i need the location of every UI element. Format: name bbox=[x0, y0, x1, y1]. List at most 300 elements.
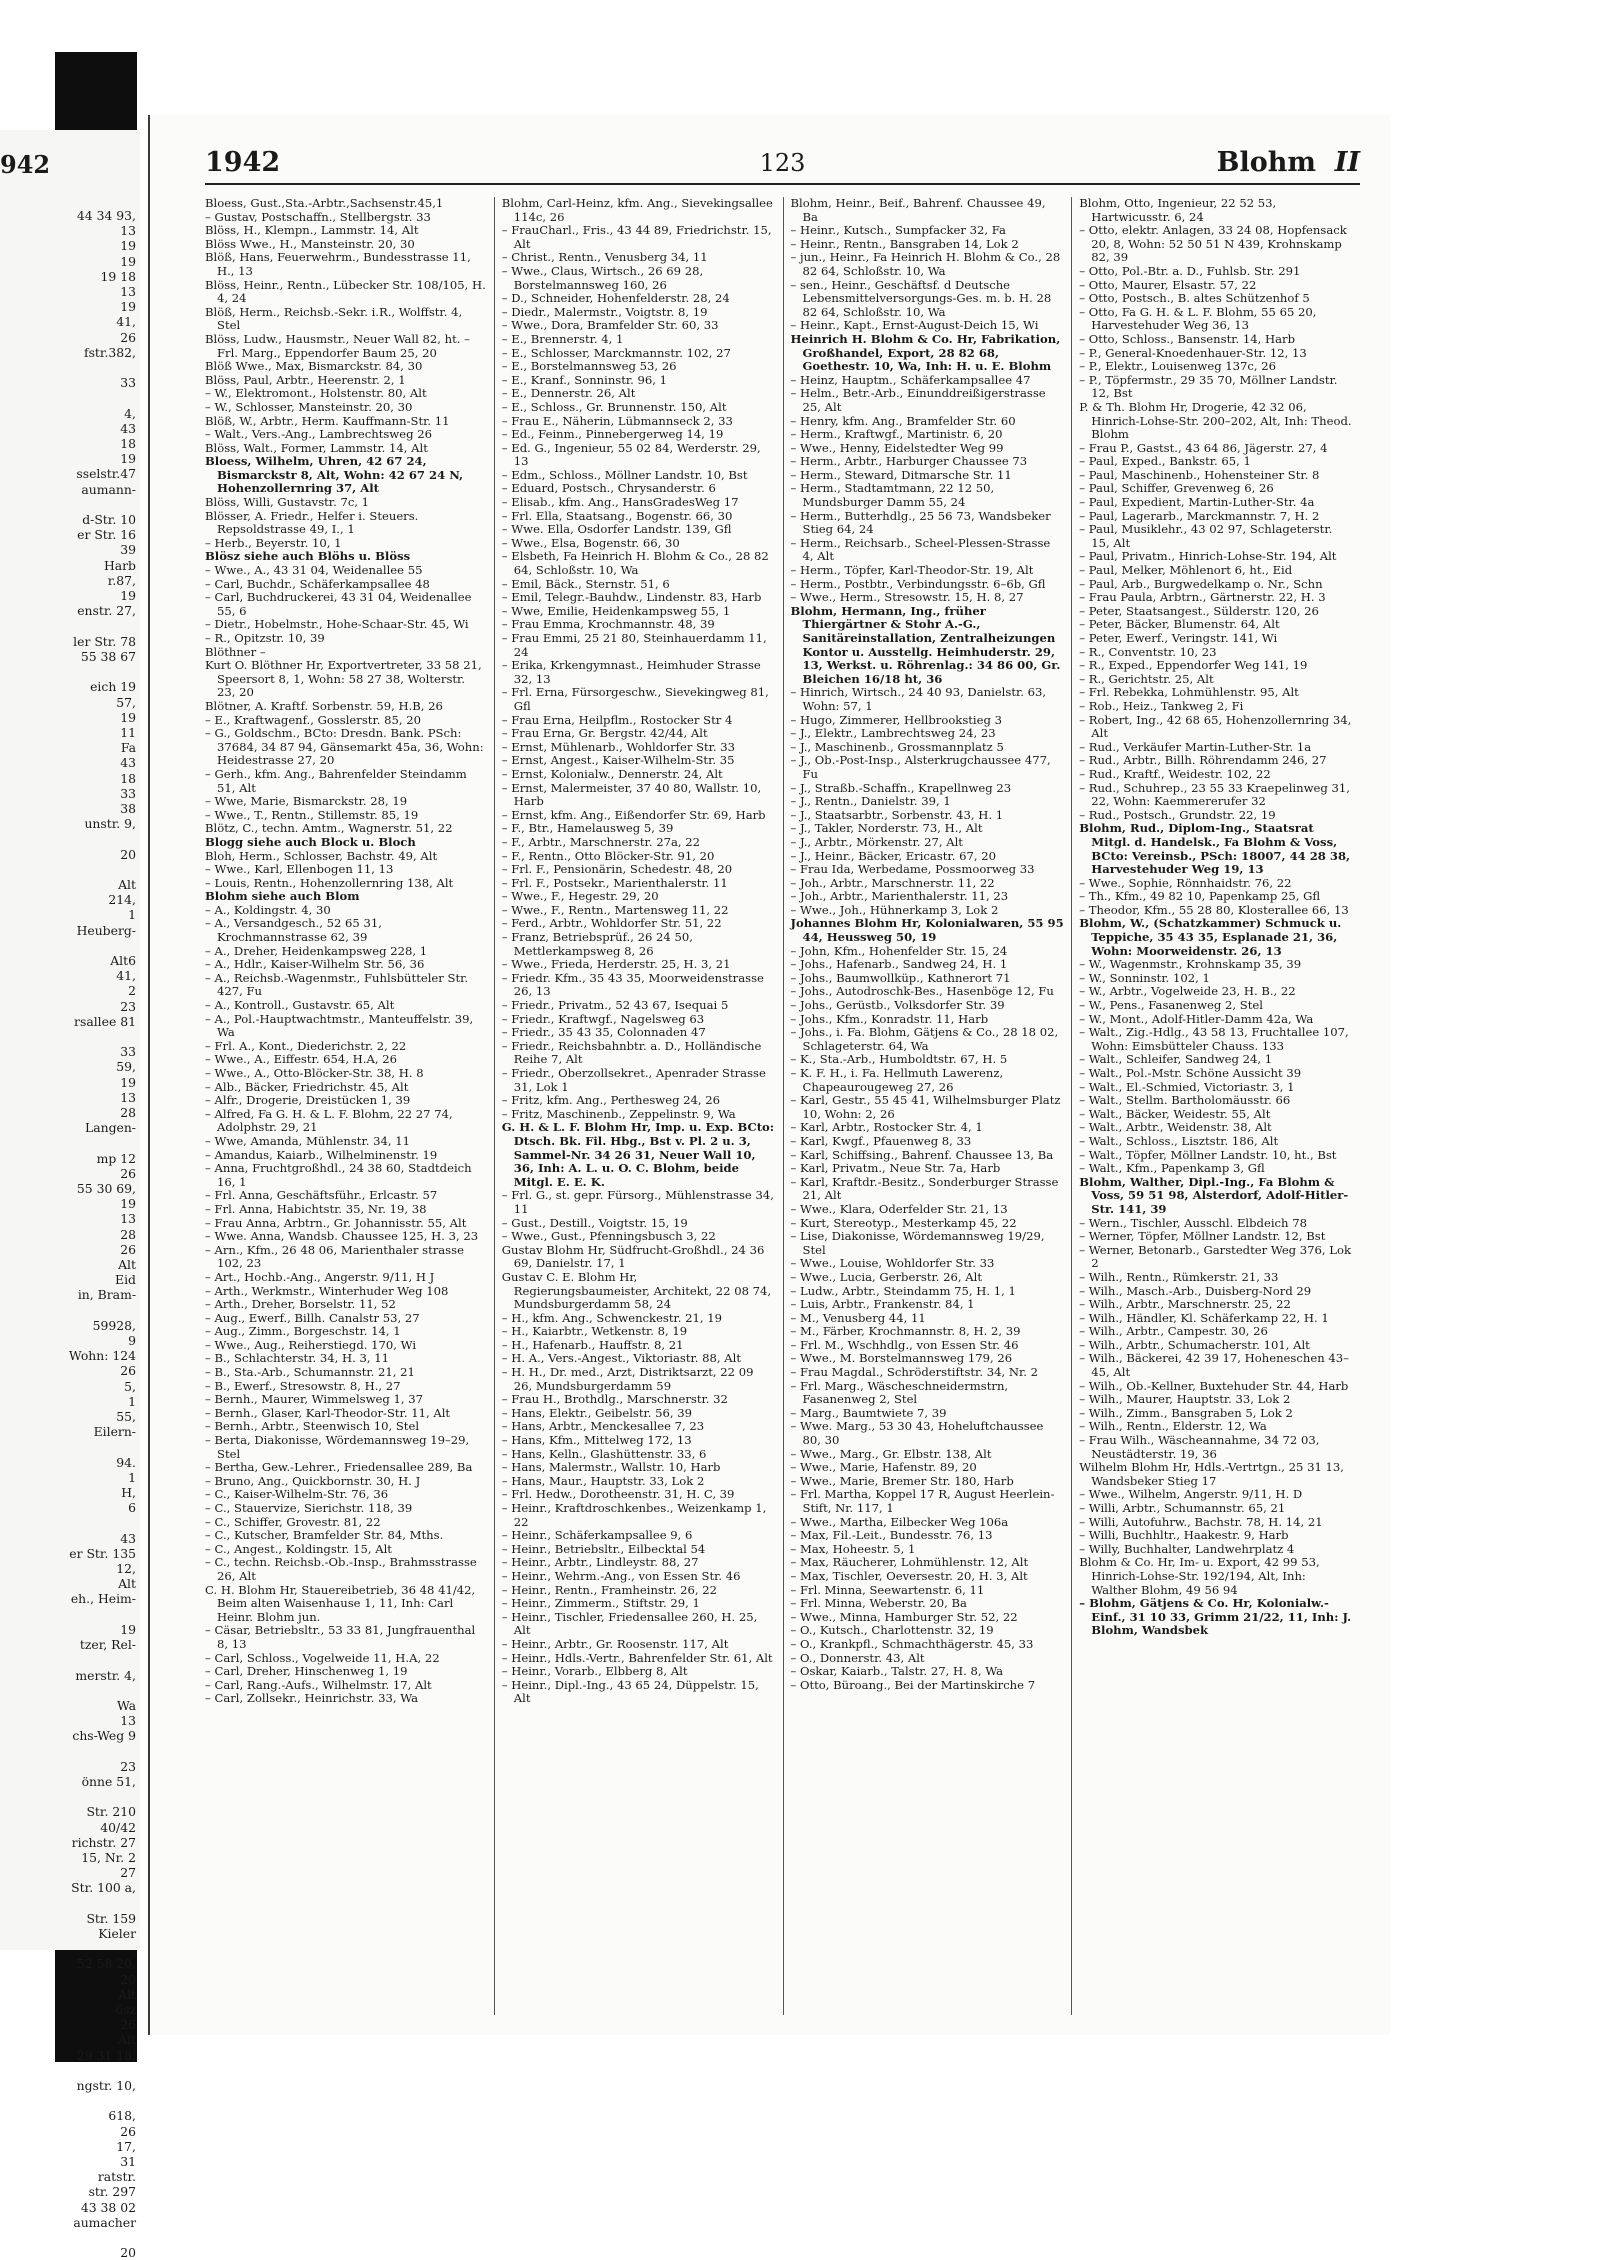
header-name: Blohm bbox=[1216, 147, 1316, 178]
directory-entry: Blohm, Carl-Heinz, kfm. Ang., Sievekingsallee 114c, 26 bbox=[501, 196, 773, 224]
directory-entry: – Christ., Rentn., Venusberg 34, 11 bbox=[501, 250, 708, 265]
directory-entry: Blösz siehe auch Blöhs u. Blöss bbox=[205, 549, 411, 564]
directory-entry: – Theodor, Kfm., 55 28 80, Klosterallee 66, 13 bbox=[1079, 902, 1349, 917]
directory-entry: – Wwe., M. Borstelmannsweg 179, 26 bbox=[790, 1351, 1013, 1366]
directory-entry: – R., Opitzstr. 10, 39 bbox=[205, 631, 325, 645]
directory-entry: – A., Hdlr., Kaiser-Wilhelm Str. 56, 36 bbox=[205, 957, 425, 972]
directory-entry: – H. H., Dr. med., Arzt, Distriktsarzt, 22 09 26, Mundsburgerdamm 59 bbox=[501, 1365, 754, 1393]
directory-entry: – J., Ob.-Post-Insp., Alsterkrugchaussee 477, Fu bbox=[790, 753, 1051, 781]
directory-entry: – Werner, Töpfer, Möllner Landstr. 12, Bst bbox=[1079, 1229, 1326, 1244]
directory-entry: – Hinrich, Wirtsch., 24 40 93, Danielstr. 63, Wohn: 57, 1 bbox=[790, 685, 1047, 713]
directory-entry: – Willi, Autofuhrw., Bachstr. 78, H. 14, 21 bbox=[1079, 1514, 1323, 1529]
directory-entry: – Otto, Fa G. H. & L. F. Blohm, 55 65 20, Harvestehuder Weg 36, 13 bbox=[1079, 304, 1317, 333]
directory-entry: – Heinr., Rentn., Framheinstr. 26, 22 bbox=[501, 1582, 718, 1597]
directory-entry: – Joh., Arbtr., Marienthalerstr. 11, 23 bbox=[790, 889, 1009, 904]
directory-entry: – Heinr., Kraftdroschkenbes., Weizenkamp 1, 22 bbox=[501, 1501, 767, 1529]
directory-entry: – G., Goldschm., BCto: Dresdn. Bank. PSch: 37684, 34 87 94, Gänsemarkt 45a, 36, Wohn: Heidestrasse 27, 20 bbox=[205, 726, 484, 768]
directory-entry: – Wwe., Elsa, Bogenstr. 66, 30 bbox=[501, 535, 680, 550]
directory-entry: – Wilh., Rentn., Elderstr. 12, Wa bbox=[1079, 1419, 1267, 1434]
directory-entry: – Max, Fil.-Leit., Bundesstr. 76, 13 bbox=[790, 1528, 993, 1543]
directory-entry: Blohm, Hermann, Ing., früher Thiergärtner & Stohr A.-G., Sanitäreinstallation, Zentralheizungen Kontor u. Ausstellg. Heimhuderstr. 29, 13, Werkst. u. Röhrenlag.: 34 86 00, Gr. Bleichen 16/18 ht, 36 bbox=[790, 603, 1061, 686]
directory-entry: – Luis, Arbtr., Frankenstr. 84, 1 bbox=[790, 1297, 975, 1312]
directory-entry: – Walt., Arbtr., Weidenstr. 38, Alt bbox=[1079, 1120, 1272, 1135]
directory-entry: – Carl, Dreher, Hinschenweg 1, 19 bbox=[205, 1664, 408, 1679]
directory-entry: – Werner, Betonarb., Garstedter Weg 376, Lok 2 bbox=[1079, 1242, 1351, 1271]
facing-page-year: 942 bbox=[0, 150, 51, 179]
directory-entry: – Arth., Dreher, Borselstr. 11, 52 bbox=[205, 1297, 396, 1312]
directory-entry: – Wwe., Gust., Pfenningsbusch 3, 22 bbox=[501, 1229, 716, 1244]
directory-entry: – Wwe., Claus, Wirtsch., 26 69 28, Borstelmannsweg 160, 26 bbox=[501, 263, 704, 292]
directory-entry: – Herm., Steward, Ditmarsche Str. 11 bbox=[790, 467, 1012, 482]
directory-entry: – Anna, Fruchtgroßhdl., 24 38 60, Stadtdeich 16, 1 bbox=[205, 1161, 472, 1189]
directory-entry: – Herm., Butterhdlg., 25 56 73, Wandsbeker Stieg 64, 24 bbox=[790, 508, 1051, 537]
directory-entry: – Johs., i. Fa. Blohm, Gätjens & Co., 28 18 02, Schlageterstr. 64, Wa bbox=[790, 1025, 1059, 1053]
directory-entry: – Ernst, Malermeister, 37 40 80, Wallstr. 10, Harb bbox=[501, 780, 762, 809]
directory-entry: – Walt., Stellm. Bartholomäusstr. 66 bbox=[1079, 1093, 1291, 1108]
directory-entry: – E., Schlosser, Marckmannstr. 102, 27 bbox=[501, 345, 731, 360]
directory-entry: – Wilh., Ob.-Kellner, Buxtehuder Str. 44, Harb bbox=[1079, 1378, 1349, 1393]
directory-entry: – Friedr., Oberzollsekret., Apenrader Strasse 31, Lok 1 bbox=[501, 1066, 766, 1094]
directory-entry: – Paul, Maschinenb., Hohensteiner Str. 8 bbox=[1079, 467, 1320, 482]
directory-entry: – Frau P., Gastst., 43 64 86, Jägerstr. 27, 4 bbox=[1079, 440, 1328, 455]
directory-entry: – Carl, Zollsekr., Heinrichstr. 33, Wa bbox=[205, 1691, 419, 1706]
directory-entry: – Wwe. Ella, Osdorfer Landstr. 139, Gfl bbox=[501, 522, 732, 537]
directory-entry: G. H. & L. F. Blohm Hr, Imp. u. Exp. BCto: Dtsch. Bk. Fil. Hbg., Bst v. Pl. 2 u. 3, Sammel-Nr. 34 26 31, Neuer Wall 10, 36, Inh: A. L. u. O. C. Blohm, beide Mitgl. E. E. K. bbox=[501, 1120, 775, 1189]
directory-entry: – Hans, Kfm., Mittelweg 172, 13 bbox=[501, 1433, 692, 1448]
directory-entry: – C., Stauervize, Sierichstr. 118, 39 bbox=[205, 1501, 413, 1515]
directory-entry: – Rob., Heiz., Tankweg 2, Fi bbox=[1079, 698, 1244, 713]
directory-entry: – Johs., Kfm., Konradstr. 11, Harb bbox=[790, 1011, 989, 1026]
directory-entry: – Karl, Schiffsing., Bahrenf. Chaussee 13, Ba bbox=[790, 1147, 1054, 1162]
directory-entry: – Frl. F., Postsekr., Marienthalerstr. 11 bbox=[501, 875, 728, 890]
directory-entry: – sen., Heinr., Geschäftsf. d Deutsche Lebensmittelversorgungs-Ges. m. b. H. 28 82 64, Schloßstr. 10, Wa bbox=[790, 277, 1052, 319]
directory-entry: – Frl. Martha, Koppel 17 R, August Heerlein-Stift, Nr. 117, 1 bbox=[790, 1487, 1055, 1515]
directory-entry: – Paul, Expedient, Martin-Luther-Str. 4a bbox=[1079, 495, 1315, 510]
directory-entry: – Frl. Minna, Weberstr. 20, Ba bbox=[790, 1596, 967, 1611]
directory-entry: – Frl. Hedw., Dorotheenstr. 31, H. C, 39 bbox=[501, 1487, 735, 1502]
directory-entry: Blöss, H., Klempn., Lammstr. 14, Alt bbox=[205, 223, 419, 238]
column-3 bbox=[783, 197, 1072, 2015]
column-1 bbox=[205, 197, 494, 2015]
directory-entry: – Wilh., Rentn., Rümkerstr. 21, 33 bbox=[1079, 1269, 1279, 1284]
directory-entry: – A., Kontroll., Gustavstr. 65, Alt bbox=[205, 998, 395, 1013]
directory-entry: Gustav Blohm Hr, Südfrucht-Großhdl., 24 36 69, Danielstr. 17, 1 bbox=[501, 1242, 765, 1271]
directory-entry: – Frau Erna, Heilpflm., Rostocker Str 4 bbox=[501, 712, 733, 727]
directory-entry: – Walt., Bäcker, Weidestr. 55, Alt bbox=[1079, 1106, 1271, 1121]
column-2 bbox=[494, 197, 783, 2015]
directory-entry: – Paul, Privatm., Hinrich-Lohse-Str. 194, Alt bbox=[1079, 549, 1337, 564]
directory-entry: Blöss Wwe., H., Mansteinstr. 20, 30 bbox=[205, 236, 415, 251]
directory-entry: C. H. Blohm Hr, Stauereibetrieb, 36 48 41/42, Beim alten Waisenhause 1, 11, Inh: Carl Heinr. Blohm jun. bbox=[205, 1582, 476, 1624]
directory-entry: – Wilh., Bäckerei, 42 39 17, Hoheneschen 43–45, Alt bbox=[1079, 1351, 1349, 1380]
directory-entry: – Dietr., Hobelmstr., Hohe-Schaar-Str. 45, Wi bbox=[205, 617, 469, 632]
directory-entry: – E., Brennerstr. 4, 1 bbox=[501, 331, 624, 346]
directory-entry: – B., Schlachterstr. 34, H. 3, 11 bbox=[205, 1351, 389, 1366]
directory-entry: – Paul, Exped., Bankstr. 65, 1 bbox=[1079, 454, 1251, 469]
directory-entry: – Ferd., Arbtr., Wohldorfer Str. 51, 22 bbox=[501, 916, 722, 931]
directory-entry: – P., Elektr., Louisenweg 137c, 26 bbox=[1079, 359, 1277, 374]
directory-entry: – R., Gerichtstr. 25, Alt bbox=[1079, 671, 1214, 686]
directory-entry: – Peter, Bäcker, Blumenstr. 64, Alt bbox=[1079, 617, 1280, 632]
directory-entry: – Carl, Buchdr., Schäferkampsallee 48 bbox=[205, 576, 430, 591]
directory-entry: – Wwe., Dora, Bramfelder Str. 60, 33 bbox=[501, 318, 719, 333]
directory-entry: – Paul, Schiffer, Grevenweg 6, 26 bbox=[1079, 481, 1274, 496]
page-header bbox=[205, 145, 1360, 185]
directory-entry: – Wwe, Emilie, Heidenkampsweg 55, 1 bbox=[501, 603, 731, 618]
directory-entry: – Peter, Staatsangest., Sülderstr. 120, 26 bbox=[1079, 603, 1319, 618]
directory-entry: – Frau Paula, Arbtrn., Gärtnerstr. 22, H. 3 bbox=[1079, 590, 1326, 605]
directory-entry: – Lise, Diakonisse, Wördemannsweg 19/29, Stel bbox=[790, 1229, 1045, 1257]
directory-entry: – E., Kranf., Sonninstr. 96, 1 bbox=[501, 372, 668, 387]
directory-entry: – Wern., Tischler, Ausschl. Elbdeich 78 bbox=[1079, 1215, 1307, 1230]
directory-entry: – Art., Hochb.-Ang., Angerstr. 9/11, H J bbox=[205, 1269, 435, 1284]
directory-entry: – Wwe., Herm., Stresowstr. 15, H. 8, 27 bbox=[790, 590, 1024, 605]
directory-entry: – H., Hafenarb., Hauffstr. 8, 21 bbox=[501, 1337, 684, 1352]
directory-entry: – Wwe., Marie, Hafenstr. 89, 20 bbox=[790, 1460, 977, 1475]
directory-entry: – Wwe., T., Rentn., Stillemstr. 85, 19 bbox=[205, 807, 419, 822]
directory-entry: – Wwe., Lucia, Gerberstr. 26, Alt bbox=[790, 1269, 982, 1284]
directory-entry: – Louis, Rentn., Hohenzollernring 138, Alt bbox=[205, 875, 454, 890]
directory-entry: Blohm, Walther, Dipl.-Ing., Fa Blohm & Voss, 59 51 98, Alsterdorf, Adolf-Hitler-Str. 141, 39 bbox=[1079, 1174, 1349, 1216]
directory-entry: – Ed., Feinm., Pinnebergerweg 14, 19 bbox=[501, 427, 724, 442]
directory-entry: – D., Schneider, Hohenfelderstr. 28, 24 bbox=[501, 291, 730, 306]
directory-entry: – M., Venusberg 44, 11 bbox=[790, 1310, 926, 1325]
directory-entry: – Frau Erna, Gr. Bergstr. 42/44, Alt bbox=[501, 726, 708, 741]
directory-entry: – C., techn. Reichsb.-Ob.-Insp., Brahmsstrasse 26, Alt bbox=[205, 1555, 477, 1583]
directory-entry: – Frl. G., st. gepr. Fürsorg., Mühlenstrasse 34, 11 bbox=[501, 1188, 774, 1216]
directory-entry: – Robert, Ing., 42 68 65, Hohenzollernring 34, Alt bbox=[1079, 712, 1352, 741]
directory-entry: Kurt O. Blöthner Hr, Exportvertreter, 33 58 21, Speersort 8, 1, Wohn: 58 27 38, Wolterstr. 23, 20 bbox=[205, 658, 482, 700]
directory-entry: – Bertha, Gew.-Lehrer., Friedensallee 289, Ba bbox=[205, 1460, 473, 1475]
directory-entry: – Ernst, Kolonialw., Dennerstr. 24, Alt bbox=[501, 766, 723, 781]
directory-entry: – B., Ewerf., Stresowstr. 8, H., 27 bbox=[205, 1378, 401, 1393]
directory-entry: – Wwe., Sophie, Rönnhaidstr. 76, 22 bbox=[1079, 875, 1292, 890]
directory-entry: – Wwe., Karl, Ellenbogen 11, 13 bbox=[205, 862, 394, 877]
directory-entry: – Cäsar, Betriebsltr., 53 33 81, Jungfrauenthal 8, 13 bbox=[205, 1623, 476, 1651]
directory-entry: – Friedr. Kfm., 35 43 35, Moorweidenstrasse 26, 13 bbox=[501, 970, 764, 999]
directory-entry: Blöss, Ludw., Hausmstr., Neuer Wall 82, ht. – Frl. Marg., Eppendorfer Baum 25, 20 bbox=[205, 331, 470, 360]
directory-entry: – Wwe. Anna, Wandsb. Chaussee 125, H. 3, 23 bbox=[205, 1229, 479, 1244]
directory-entry: – Heinz, Hauptm., Schäferkampsallee 47 bbox=[790, 372, 1031, 387]
directory-entry: – Karl, Arbtr., Rostocker Str. 4, 1 bbox=[790, 1120, 983, 1135]
directory-entry: – Walt., El.-Schmied, Victoriastr. 3, 1 bbox=[1079, 1079, 1295, 1094]
directory-entry: – Walt., Zig.-Hdlg., 43 58 13, Fruchtallee 107, Wohn: Eimsbütteler Chauss. 133 bbox=[1079, 1025, 1349, 1053]
directory-entry: – Wilh., Masch.-Arb., Duisberg-Nord 29 bbox=[1079, 1283, 1312, 1298]
directory-entry: – Helm., Betr.-Arb., Einunddreißigerstrasse 25, Alt bbox=[790, 386, 1046, 414]
directory-entry: – Walt., Vers.-Ang., Lambrechtsweg 26 bbox=[205, 427, 432, 442]
directory-entry: – Berta, Diakonisse, Wördemannsweg 19–29, Stel bbox=[205, 1433, 470, 1461]
directory-entry: Blohm & Co. Hr, Im- u. Export, 42 99 53, Hinrich-Lohse-Str. 192/194, Alt, Inh: Walther Blohm, 49 56 94 bbox=[1079, 1555, 1320, 1597]
directory-entry: – H., kfm. Ang., Schwenckestr. 21, 19 bbox=[501, 1310, 723, 1325]
directory-entry: – Otto, elektr. Anlagen, 33 24 08, Hopfensack 20, 8, Wohn: 52 50 51 N 439, Krohnskamp 82, 39 bbox=[1079, 223, 1347, 265]
directory-entry: – Bernh., Maurer, Wimmelsweg 1, 37 bbox=[205, 1392, 424, 1407]
directory-entry: – J., Arbtr., Mörkenstr. 27, Alt bbox=[790, 834, 963, 849]
directory-entry: – Walt., Töpfer, Möllner Landstr. 10, ht., Bst bbox=[1079, 1147, 1337, 1162]
directory-entry: – W., Elektromont., Holstenstr. 80, Alt bbox=[205, 386, 427, 401]
directory-entry: – Diedr., Malermstr., Voigtstr. 8, 19 bbox=[501, 304, 708, 319]
facing-page-text: 44 34 93, 13 19 19 19 18 13 19 41, 26 fstr.382, 33 4, 43 18 19 sselstr.47 aumann- d-Str. 10 er Str. 16 39 Harb r.87, 19 enstr. 27, ler Str. 78 55 38 67 eich 19 57, 19 11 Fa 43 18 33 38 unstr. 9, 20 Alt 214, 1 Heuberg- Alt6 41, 2 23 rsallee 81 33 59, 19 13 28 Langen- mp 12 26 55 30 69, 19 13 28 26 Alt Eid in, Bram- 59928, 9 Wohn: 124 26 5, 1 55, Eilern- 94. 1 H, 6 43 er Str. 135 12, Alt eh., Heim- 19 tzer, Rel- merstr. 4, Wa 13 chs-Weg 9 23 önne 51, Str. 210 40/42 richstr. 27 15, Nr. 2 27 Str. 100 a, Str. 159 Kieler 52 58 20, 20 Alt ösz 26 Alt 29 31 18, ngstr. 10, 618, 26 17, 31 ratstr. str. 297 43 38 02 aumacher 20 bbox=[68, 208, 136, 2260]
directory-entry: – Walt., Schloss., Lisztstr. 186, Alt bbox=[1079, 1133, 1279, 1148]
directory-entry: – P., Töpfermstr., 29 35 70, Möllner Landstr. 12, Bst bbox=[1079, 372, 1338, 401]
directory-entry: – Walt., Pol.-Mstr. Schöne Aussicht 39 bbox=[1079, 1066, 1302, 1080]
directory-entry: Blöß, Hans, Feuerwehrm., Bundesstrasse 11, H., 13 bbox=[205, 250, 471, 278]
directory-entry: – Gerh., kfm. Ang., Bahrenfelder Steindamm 51, Alt bbox=[205, 766, 467, 795]
directory-entry: – Karl, Privatm., Neue Str. 7a, Harb bbox=[790, 1161, 1001, 1176]
directory-entry: – Heinr., Kutsch., Sumpfacker 32, Fa bbox=[790, 223, 1006, 238]
directory-entry: – Otto, Maurer, Elsastr. 57, 22 bbox=[1079, 277, 1257, 292]
directory-entry: Blohm siehe auch Blom bbox=[205, 889, 360, 904]
directory-entry: – F., Arbtr., Marschnerstr. 27a, 22 bbox=[501, 834, 700, 849]
directory-entry: – Rud., Arbtr., Billh. Röhrendamm 246, 27 bbox=[1079, 753, 1327, 768]
directory-entry: – Johs., Hafenarb., Sandweg 24, H. 1 bbox=[790, 957, 1008, 972]
directory-entry: – A., Reichsb.-Wagenmstr., Fuhlsbütteler Str. 427, Fu bbox=[205, 970, 469, 999]
directory-entry: – Wilh., Arbtr., Campestr. 30, 26 bbox=[1079, 1324, 1268, 1339]
directory-entry: – Friedr., Privatm., 52 43 67, Isequai 5 bbox=[501, 998, 729, 1013]
directory-entry: – Carl, Schloss., Vogelweide 11, H.A, 22 bbox=[205, 1650, 440, 1665]
directory-entry: – Hans, Kelln., Glashüttenstr. 33, 6 bbox=[501, 1446, 707, 1461]
directory-entry: Blohm, Otto, Ingenieur, 22 52 53, Hartwicusstr. 6, 24 bbox=[1079, 196, 1277, 224]
directory-entry: Blöß Wwe., Max, Bismarckstr. 84, 30 bbox=[205, 359, 423, 374]
directory-entry: – C., Kutscher, Bramfelder Str. 84, Mths. bbox=[205, 1528, 444, 1543]
directory-entry: – Aug., Zimm., Borgeschstr. 14, 1 bbox=[205, 1324, 401, 1339]
directory-entry: – Wwe., Aug., Reiherstiegd. 170, Wi bbox=[205, 1337, 417, 1352]
directory-entry: – K. F. H., i. Fa. Hellmuth Lawerenz, Chapeaurougeweg 27, 26 bbox=[790, 1066, 1004, 1094]
directory-entry: – Ludw., Arbtr., Steindamm 75, H. 1, 1 bbox=[790, 1283, 1016, 1298]
directory-entry: – W., Sonninstr. 102, 1 bbox=[1079, 970, 1210, 985]
directory-entry: – J., Heinr., Bäcker, Ericastr. 67, 20 bbox=[790, 848, 996, 863]
directory-entry: Blöss, Willi, Gustavstr. 7c, 1 bbox=[205, 495, 370, 510]
directory-entry: Blötner, A. Kraftf. Sorbenstr. 59, H.B, 26 bbox=[205, 698, 443, 713]
directory-entry: – Johs., Baumwollküp., Kathnerort 71 bbox=[790, 970, 1011, 985]
directory-entry: – Ernst, Mühlenarb., Wohldorfer Str. 33 bbox=[501, 739, 736, 754]
directory-entry: – Karl, Kwgf., Pfauenweg 8, 33 bbox=[790, 1133, 972, 1148]
directory-entry: – Wwe., F., Hegestr. 29, 20 bbox=[501, 889, 659, 904]
directory-entry: – Bernh., Glaser, Karl-Theodor-Str. 11, Alt bbox=[205, 1405, 451, 1420]
directory-entry: – Ernst, kfm. Ang., Eißendorfer Str. 69, Harb bbox=[501, 807, 766, 822]
directory-entry: – Wilh., Arbtr., Marschnerstr. 25, 22 bbox=[1079, 1297, 1291, 1312]
directory-entry: – Willi, Buchhltr., Haakestr. 9, Harb bbox=[1079, 1528, 1289, 1543]
directory-entry: – Walt., Schleifer, Sandweg 24, 1 bbox=[1079, 1052, 1273, 1067]
directory-entry: – Karl, Kraftdr.-Besitz., Sonderburger Strasse 21, Alt bbox=[790, 1174, 1059, 1203]
directory-entry: – Herm., Reichsarb., Scheel-Plessen-Strasse 4, Alt bbox=[790, 535, 1051, 564]
directory-entry: – Wwe, Amanda, Mühlenstr. 34, 11 bbox=[205, 1133, 410, 1148]
directory-entry: – A., Dreher, Heidenkampsweg 228, 1 bbox=[205, 943, 428, 958]
directory-entry: – Herm., Kraftwgf., Martinistr. 6, 20 bbox=[790, 427, 1003, 442]
directory-entry: – Paul, Musiklehr., 43 02 97, Schlageterstr. 15, Alt bbox=[1079, 522, 1333, 550]
directory-entry: – Wwe, Marie, Bismarckstr. 28, 19 bbox=[205, 794, 408, 809]
directory-entry: – W., Mont., Adolf-Hitler-Damm 42a, Wa bbox=[1079, 1011, 1314, 1026]
directory-columns bbox=[205, 197, 1360, 2015]
directory-entry: – Alfr., Drogerie, Dreistücken 1, 39 bbox=[205, 1093, 411, 1108]
directory-entry: Blogg siehe auch Block u. Bloch bbox=[205, 834, 416, 849]
directory-entry: – Wwe., F., Rentn., Martensweg 11, 22 bbox=[501, 902, 729, 917]
header-roman: II bbox=[1334, 147, 1360, 178]
directory-entry: – Herm., Postbtr., Verbindungsstr. 6–6b, Gfl bbox=[790, 576, 1046, 591]
directory-entry: – Wwe., A., Otto-Blöcker-Str. 38, H. 8 bbox=[205, 1066, 424, 1080]
directory-entry: Blöss, Heinr., Rentn., Lübecker Str. 108/105, H. 4, 24 bbox=[205, 277, 486, 306]
directory-entry: – Friedr., 35 43 35, Colonnaden 47 bbox=[501, 1025, 706, 1040]
directory-entry: Bloh, Herm., Schlosser, Bachstr. 49, Alt bbox=[205, 848, 438, 863]
directory-entry: – A., Koldingstr. 4, 30 bbox=[205, 902, 331, 917]
directory-entry: – J., Takler, Norderstr. 73, H., Alt bbox=[790, 821, 983, 836]
header-year: 1942 bbox=[205, 147, 281, 178]
directory-entry: – Carl, Rang.-Aufs., Wilhelmstr. 17, Alt bbox=[205, 1677, 432, 1692]
directory-entry: – Eduard, Postsch., Chrysanderstr. 6 bbox=[501, 481, 716, 496]
directory-entry: – Wwe., Henny, Eidelstedter Weg 99 bbox=[790, 440, 1004, 455]
directory-entry: Blöss, Paul, Arbtr., Heerenstr. 2, 1 bbox=[205, 372, 406, 387]
directory-entry: – C., Angest., Koldingstr. 15, Alt bbox=[205, 1541, 392, 1556]
directory-entry: – Ernst, Angest., Kaiser-Wilhelm-Str. 35 bbox=[501, 753, 735, 768]
directory-entry: – Joh., Arbtr., Marschnerstr. 11, 22 bbox=[790, 875, 995, 890]
directory-entry: – Frl. Rebekka, Lohmühlenstr. 95, Alt bbox=[1079, 685, 1299, 700]
directory-page bbox=[148, 115, 1390, 2035]
directory-entry: Blötz, C., techn. Amtm., Wagnerstr. 51, 22 bbox=[205, 821, 453, 836]
directory-entry: – Wwe. Marg., 53 30 43, Hoheluftchaussee 80, 30 bbox=[790, 1419, 1044, 1448]
directory-entry: – Frau Anna, Arbtrn., Gr. Johannisstr. 55, Alt bbox=[205, 1215, 467, 1230]
directory-entry: – Herm., Stadtamtmann, 22 12 50, Mundsburger Damm 55, 24 bbox=[790, 481, 995, 510]
directory-entry: – Heinr., Vorarb., Elbberg 8, Alt bbox=[501, 1664, 688, 1679]
directory-entry: – Frl. Anna, Geschäftsführ., Erlcastr. 57 bbox=[205, 1188, 438, 1203]
directory-entry: – Frl. Anna, Habichtstr. 35, Nr. 19, 38 bbox=[205, 1201, 427, 1216]
directory-entry: – Frl. Ella, Staatsang., Bogenstr. 66, 30 bbox=[501, 508, 733, 523]
directory-entry: – jun., Heinr., Fa Heinrich H. Blohm & Co., 28 82 64, Schloßstr. 10, Wa bbox=[790, 250, 1061, 278]
directory-entry: – W., Wagenmstr., Krohnskamp 35, 39 bbox=[1079, 957, 1302, 972]
directory-entry: Heinrich H. Blohm & Co. Hr, Fabrikation, Großhandel, Export, 28 82 68, Goethestr. 10, Wa, Inh: H. u. E. Blohm bbox=[790, 331, 1061, 374]
directory-entry: – Walt., Kfm., Papenkamp 3, Gfl bbox=[1079, 1161, 1265, 1176]
directory-entry: – Edm., Schloss., Möllner Landstr. 10, Bst bbox=[501, 467, 748, 482]
directory-entry: Blöthner – bbox=[205, 644, 266, 659]
directory-entry: – Bernh., Arbtr., Steenwisch 10, Stel bbox=[205, 1419, 420, 1434]
directory-entry: – Heinr., Arbtr., Gr. Roosenstr. 117, Alt bbox=[501, 1636, 729, 1651]
directory-entry: – Herm., Arbtr., Harburger Chaussee 73 bbox=[790, 454, 1028, 469]
directory-entry: – Heinr., Schäferkampsallee 9, 6 bbox=[501, 1528, 693, 1543]
directory-entry: – Wwe., Marg., Gr. Elbstr. 138, Alt bbox=[790, 1446, 992, 1461]
directory-entry: – C., Kaiser-Wilhelm-Str. 76, 36 bbox=[205, 1487, 389, 1502]
directory-entry: – Heinr., Wehrm.-Ang., von Essen Str. 46 bbox=[501, 1568, 741, 1583]
directory-entry: – C., Schiffer, Grovestr. 81, 22 bbox=[205, 1514, 381, 1529]
directory-entry: – Paul, Lagerarb., Marckmannstr. 7, H. 2 bbox=[1079, 508, 1320, 523]
directory-entry: – Otto, Pol.-Btr. a. D., Fuhlsb. Str. 291 bbox=[1079, 263, 1301, 278]
directory-entry: – Th., Kfm., 49 82 10, Papenkamp 25, Gfl bbox=[1079, 889, 1321, 904]
directory-entry: – W., Schlosser, Mansteinstr. 20, 30 bbox=[205, 399, 413, 414]
directory-entry: – Carl, Buchdruckerei, 43 31 04, Weidenallee 55, 6 bbox=[205, 590, 472, 618]
directory-entry: – Heinr., Betriebsltr., Eilbecktal 54 bbox=[501, 1541, 706, 1556]
directory-entry: – O., Donnerstr. 43, Alt bbox=[790, 1650, 925, 1665]
directory-entry: – Frau E., Näherin, Lübmannseck 2, 33 bbox=[501, 413, 733, 428]
directory-entry: – Heinr., Arbtr., Lindleystr. 88, 27 bbox=[501, 1555, 699, 1570]
directory-entry: – Frau Emma, Krochmannstr. 48, 39 bbox=[501, 617, 715, 632]
directory-entry: Bloess, Wilhelm, Uhren, 42 67 24, Bismarckstr 8, Alt, Wohn: 42 67 24 N, Hohenzollernring 37, Alt bbox=[205, 454, 464, 496]
directory-entry: – Johs., Autodroschk-Bes., Hasenböge 12, Fu bbox=[790, 984, 1054, 999]
directory-entry: – Wwe., A., Eiffestr. 654, H.A, 26 bbox=[205, 1052, 397, 1067]
directory-entry: – Willy, Buchhalter, Landwehrplatz 4 bbox=[1079, 1541, 1295, 1556]
directory-entry: – Elsbeth, Fa Heinrich H. Blohm & Co., 28 82 64, Schloßstr. 10, Wa bbox=[501, 549, 769, 578]
header-keyword bbox=[1217, 147, 1360, 178]
column-4 bbox=[1071, 197, 1360, 2015]
directory-entry: – Rud., Kraftf., Weidestr. 102, 22 bbox=[1079, 766, 1271, 781]
directory-entry: – J., Straßb.-Schaffn., Krapellnweg 23 bbox=[790, 780, 1012, 795]
directory-entry: – J., Elektr., Lambrechtsweg 24, 23 bbox=[790, 726, 996, 741]
directory-entry: – A., Pol.-Hauptwachtmstr., Manteuffelstr. 39, Wa bbox=[205, 1011, 474, 1040]
directory-entry: – Herb., Beyerstr. 10, 1 bbox=[205, 535, 342, 550]
directory-entry: – Ed. G., Ingenieur, 55 02 84, Werderstr. 29, 13 bbox=[501, 440, 761, 469]
directory-entry: – W., Pens., Fasanenweg 2, Stel bbox=[1079, 998, 1263, 1013]
directory-entry: – Alfred, Fa G. H. & L. F. Blohm, 22 27 74, Adolphstr. 29, 21 bbox=[205, 1106, 453, 1135]
directory-entry: Bloess, Gust.,Sta.-Arbtr.,Sachsenstr.45,1 bbox=[205, 196, 444, 210]
directory-entry: – Otto, Schloss., Bansenstr. 14, Harb bbox=[1079, 331, 1295, 346]
directory-entry: – Heinr., Rentn., Bansgraben 14, Lok 2 bbox=[790, 236, 1019, 251]
directory-entry: – Paul, Arb., Burgwedelkamp o. Nr., Schn bbox=[1079, 576, 1323, 591]
directory-entry: Johannes Blohm Hr, Kolonialwaren, 55 95 44, Heussweg 50, 19 bbox=[790, 916, 1064, 945]
directory-entry: – Amandus, Kaiarb., Wilhelminenstr. 19 bbox=[205, 1147, 438, 1162]
directory-entry: – E., Borstelmannsweg 53, 26 bbox=[501, 359, 677, 374]
directory-entry: – Wwe., A., 43 31 04, Weidenallee 55 bbox=[205, 563, 423, 578]
directory-entry: – Johs., Gerüstb., Volksdorfer Str. 39 bbox=[790, 998, 1005, 1013]
directory-entry: P. & Th. Blohm Hr, Drogerie, 42 32 06, Hinrich-Lohse-Str. 200–202, Alt, Inh: Theod. Blohm bbox=[1079, 399, 1352, 442]
directory-entry: – A., Versandgesch., 52 65 31, Krochmannstrasse 62, 39 bbox=[205, 916, 382, 945]
directory-entry: – Otto, Postsch., B. altes Schützenhof 5 bbox=[1079, 291, 1310, 306]
directory-entry: Blöß, W., Arbtr., Herm. Kauffmann-Str. 11 bbox=[205, 413, 450, 428]
directory-entry: – Peter, Ewerf., Veringstr. 141, Wi bbox=[1079, 631, 1278, 645]
directory-entry: Blöß, Herm., Reichsb.-Sekr. i.R., Wolffstr. 4, Stel bbox=[205, 304, 463, 333]
directory-entry: Blösser, A. Friedr., Helfer i. Steuers. Repsoldstrasse 49, I., 1 bbox=[205, 508, 419, 537]
directory-entry: – J., Rentn., Danielstr. 39, 1 bbox=[790, 794, 951, 809]
directory-entry: – Emil, Bäck., Sternstr. 51, 6 bbox=[501, 576, 670, 591]
directory-entry: – Heinr., Hdls.-Vertr., Bahrenfelder Str. 61, Alt bbox=[501, 1650, 773, 1665]
directory-entry: Blohm, Heinr., Beif., Bahrenf. Chaussee 49, Ba bbox=[790, 196, 1046, 224]
directory-entry: – R., Exped., Eppendorfer Weg 141, 19 bbox=[1079, 658, 1308, 673]
directory-entry: – Wilh., Zimm., Bansgraben 5, Lok 2 bbox=[1079, 1405, 1293, 1420]
directory-entry: – Frl. Erna, Fürsorgeschw., Sievekingweg 81, Gfl bbox=[501, 685, 769, 713]
directory-entry: – Henry, kfm. Ang., Bramfelder Str. 60 bbox=[790, 413, 1016, 428]
directory-entry: – Heinr., Tischler, Friedensallee 260, H. 25, Alt bbox=[501, 1609, 758, 1638]
directory-entry: – F., Rentn., Otto Blöcker-Str. 91, 20 bbox=[501, 848, 715, 863]
directory-entry: – Elisab., kfm. Ang., HansGradesWeg 17 bbox=[501, 495, 739, 510]
directory-entry: – J., Maschinenb., Grossmannplatz 5 bbox=[790, 739, 1004, 754]
directory-entry: – Wwe., Martha, Eilbecker Weg 106a bbox=[790, 1514, 1009, 1529]
directory-entry: – Max, Tischler, Oeversestr. 20, H. 3, Alt bbox=[790, 1568, 1028, 1583]
directory-entry: – Franz, Betriebsprüf., 26 24 50, Mettlerkampsweg 8, 26 bbox=[501, 930, 693, 958]
directory-entry: – Gust., Destill., Voigtstr. 15, 19 bbox=[501, 1215, 688, 1230]
directory-entry: – FrauCharl., Fris., 43 44 89, Friedrichstr. 15, Alt bbox=[501, 223, 772, 251]
directory-entry: – P., General-Knoedenhauer-Str. 12, 13 bbox=[1079, 345, 1307, 360]
directory-entry: – Frau Ida, Werbedame, Possmoorweg 33 bbox=[790, 862, 1035, 877]
directory-entry: – Hans, Malermstr., Wallstr. 10, Harb bbox=[501, 1460, 721, 1475]
directory-entry: – Heinr., Dipl.-Ing., 43 65 24, Düppelstr. 15, Alt bbox=[501, 1677, 759, 1706]
directory-entry: – Wwe., Minna, Hamburger Str. 52, 22 bbox=[790, 1609, 1018, 1624]
directory-entry: – O., Kutsch., Charlottenstr. 32, 19 bbox=[790, 1623, 994, 1638]
directory-entry: – Frau Magdal., Schröderstiftstr. 34, Nr. 2 bbox=[790, 1365, 1038, 1380]
directory-entry: – Wilh., Arbtr., Schumacherstr. 101, Alt bbox=[1079, 1337, 1310, 1352]
directory-entry: – Rud., Postsch., Grundstr. 22, 19 bbox=[1079, 807, 1276, 822]
directory-entry: – Bruno, Ang., Quickbornstr. 30, H. J bbox=[205, 1473, 421, 1488]
directory-entry: – Frl. F., Pensionärin, Schedestr. 48, 20 bbox=[501, 862, 733, 877]
directory-entry: – K., Sta.-Arb., Humboldtstr. 67, H. 5 bbox=[790, 1052, 1008, 1067]
directory-entry: – Friedr., Reichsbahnbtr. a. D., Holländische Reihe 7, Alt bbox=[501, 1038, 762, 1067]
directory-entry: – Hugo, Zimmerer, Hellbrookstieg 3 bbox=[790, 712, 1002, 727]
directory-entry: – Hans, Arbtr., Menckesallee 7, 23 bbox=[501, 1419, 705, 1434]
directory-entry: – Emil, Telegr.-Bauhdw., Lindenstr. 83, Harb bbox=[501, 590, 762, 605]
directory-entry: – H. A., Vers.-Angest., Viktoriastr. 88, Alt bbox=[501, 1351, 742, 1366]
directory-entry: – W., Arbtr., Vogelweide 23, H. B., 22 bbox=[1079, 984, 1296, 999]
directory-entry: – F., Btr., Hamelausweg 5, 39 bbox=[501, 821, 674, 836]
directory-entry: – H., Kaiarbtr., Wetkenstr. 8, 19 bbox=[501, 1324, 688, 1339]
directory-entry: – J., Staatsarbtr., Sorbenstr. 43, H. 1 bbox=[790, 807, 1004, 822]
directory-entry: – Wwe., Marie, Bremer Str. 180, Harb bbox=[790, 1473, 1014, 1488]
directory-entry: – Herm., Töpfer, Karl-Theodor-Str. 19, Alt bbox=[790, 563, 1034, 578]
directory-entry: – M., Färber, Krochmannstr. 8, H. 2, 39 bbox=[790, 1324, 1021, 1339]
directory-entry: – Alb., Bäcker, Friedrichstr. 45, Alt bbox=[205, 1079, 409, 1094]
